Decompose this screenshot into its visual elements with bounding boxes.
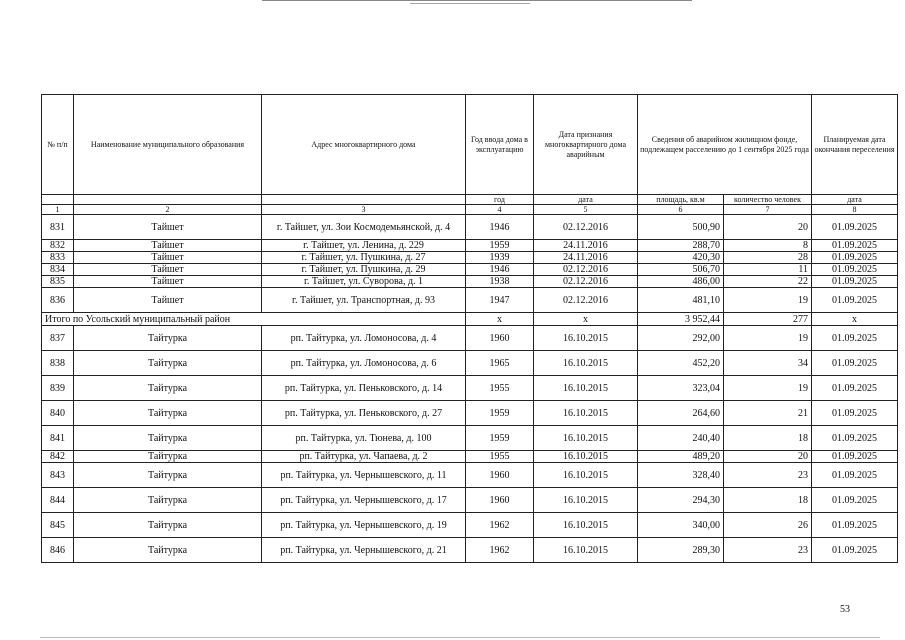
row-municipality: Тайшет bbox=[74, 252, 262, 264]
column-number: 5 bbox=[534, 205, 638, 215]
row-people: 8 bbox=[724, 240, 812, 252]
column-number: 8 bbox=[812, 205, 898, 215]
row-address: рп. Тайтурка, ул. Чернышевского, д. 11 bbox=[262, 463, 466, 488]
col-header-planned-date: Планируемая дата окончания переселения bbox=[812, 95, 898, 195]
row-number: 832 bbox=[42, 240, 74, 252]
row-address: рп. Тайтурка, ул. Чернышевского, д. 19 bbox=[262, 513, 466, 538]
row-people: 19 bbox=[724, 326, 812, 351]
row-area: 240,40 bbox=[638, 426, 724, 451]
row-number: 846 bbox=[42, 538, 74, 563]
row-municipality: Тайшет bbox=[74, 240, 262, 252]
row-municipality: Тайтурка bbox=[74, 538, 262, 563]
row-address: рп. Тайтурка, ул. Пеньковского, д. 27 bbox=[262, 401, 466, 426]
col-header-info: Сведения об аварийном жилищном фонде, подлежащем расселению до 1 сентября 2025 года bbox=[638, 95, 812, 195]
row-year: 1960 bbox=[466, 488, 534, 513]
column-number: 4 bbox=[466, 205, 534, 215]
row-address: г. Тайшет, ул. Зои Космодемьянской, д. 4 bbox=[262, 215, 466, 240]
total-label: Итого по Усольский муниципальный район bbox=[42, 313, 466, 326]
row-plan: 01.09.2025 bbox=[812, 326, 898, 351]
row-address: рп. Тайтурка, ул. Чернышевского, д. 21 bbox=[262, 538, 466, 563]
table-row bbox=[42, 538, 898, 563]
row-date: 24.11.2016 bbox=[534, 240, 638, 252]
row-year: 1960 bbox=[466, 463, 534, 488]
row-date: 16.10.2015 bbox=[534, 538, 638, 563]
col-header-address: Адрес многоквартирного дома bbox=[262, 95, 466, 195]
row-year: 1959 bbox=[466, 426, 534, 451]
row-number: 843 bbox=[42, 463, 74, 488]
row-number: 845 bbox=[42, 513, 74, 538]
row-people: 34 bbox=[724, 351, 812, 376]
table-row bbox=[42, 451, 898, 463]
row-date: 02.12.2016 bbox=[534, 288, 638, 313]
row-date: 16.10.2015 bbox=[534, 351, 638, 376]
row-municipality: Тайтурка bbox=[74, 376, 262, 401]
row-people: 23 bbox=[724, 463, 812, 488]
row-area: 481,10 bbox=[638, 288, 724, 313]
unit-date: дата bbox=[534, 195, 638, 205]
row-people: 19 bbox=[724, 376, 812, 401]
row-plan: 01.09.2025 bbox=[812, 401, 898, 426]
row-date: 16.10.2015 bbox=[534, 451, 638, 463]
row-date: 02.12.2016 bbox=[534, 276, 638, 288]
row-plan: 01.09.2025 bbox=[812, 538, 898, 563]
row-number: 842 bbox=[42, 451, 74, 463]
table-row bbox=[42, 276, 898, 288]
row-number: 838 bbox=[42, 351, 74, 376]
row-address: рп. Тайтурка, ул. Чапаева, д. 2 bbox=[262, 451, 466, 463]
row-area: 452,20 bbox=[638, 351, 724, 376]
row-number: 836 bbox=[42, 288, 74, 313]
unit-area: площадь, кв.м bbox=[638, 195, 724, 205]
row-municipality: Тайтурка bbox=[74, 426, 262, 451]
row-plan: 01.09.2025 bbox=[812, 426, 898, 451]
row-people: 18 bbox=[724, 426, 812, 451]
row-number: 831 bbox=[42, 215, 74, 240]
row-municipality: Тайтурка bbox=[74, 488, 262, 513]
row-plan: 01.09.2025 bbox=[812, 513, 898, 538]
row-address: рп. Тайтурка, ул. Ломоносова, д. 4 bbox=[262, 326, 466, 351]
row-people: 20 bbox=[724, 215, 812, 240]
row-area: 264,60 bbox=[638, 401, 724, 426]
scan-edge-line bbox=[410, 3, 530, 4]
row-address: рп. Тайтурка, ул. Ломоносова, д. 6 bbox=[262, 351, 466, 376]
scan-edge-line bbox=[262, 0, 692, 1]
unit-date2: дата bbox=[812, 195, 898, 205]
col-header-municipality: Наименование муниципального образования bbox=[74, 95, 262, 195]
row-people: 23 bbox=[724, 538, 812, 563]
row-number: 839 bbox=[42, 376, 74, 401]
row-area: 328,40 bbox=[638, 463, 724, 488]
table-row bbox=[42, 288, 898, 313]
row-address: г. Тайшет, ул. Ленина, д. 229 bbox=[262, 240, 466, 252]
unit-cell bbox=[262, 195, 466, 205]
row-date: 02.12.2016 bbox=[534, 215, 638, 240]
total-date: x bbox=[534, 313, 638, 326]
row-number: 840 bbox=[42, 401, 74, 426]
column-number: 7 bbox=[724, 205, 812, 215]
page-number: 53 bbox=[840, 604, 850, 615]
table-row bbox=[42, 488, 898, 513]
resettlement-table bbox=[41, 94, 898, 563]
row-number: 834 bbox=[42, 264, 74, 276]
row-number: 841 bbox=[42, 426, 74, 451]
row-municipality: Тайшет bbox=[74, 288, 262, 313]
row-plan: 01.09.2025 bbox=[812, 451, 898, 463]
table-row bbox=[42, 252, 898, 264]
total-people: 277 bbox=[724, 313, 812, 326]
row-area: 420,30 bbox=[638, 252, 724, 264]
row-date: 16.10.2015 bbox=[534, 463, 638, 488]
row-people: 22 bbox=[724, 276, 812, 288]
units-row bbox=[42, 195, 898, 205]
row-year: 1955 bbox=[466, 451, 534, 463]
row-municipality: Тайтурка bbox=[74, 513, 262, 538]
row-year: 1939 bbox=[466, 252, 534, 264]
row-area: 294,30 bbox=[638, 488, 724, 513]
table-row bbox=[42, 264, 898, 276]
row-year: 1959 bbox=[466, 240, 534, 252]
row-municipality: Тайтурка bbox=[74, 401, 262, 426]
table-row bbox=[42, 240, 898, 252]
row-date: 16.10.2015 bbox=[534, 401, 638, 426]
scan-edge-line bbox=[40, 637, 880, 638]
row-address: рп. Тайтурка, ул. Пеньковского, д. 14 bbox=[262, 376, 466, 401]
table-row bbox=[42, 463, 898, 488]
row-date: 16.10.2015 bbox=[534, 376, 638, 401]
row-area: 323,04 bbox=[638, 376, 724, 401]
row-people: 28 bbox=[724, 252, 812, 264]
row-area: 500,90 bbox=[638, 215, 724, 240]
row-number: 835 bbox=[42, 276, 74, 288]
row-year: 1962 bbox=[466, 538, 534, 563]
row-date: 02.12.2016 bbox=[534, 264, 638, 276]
row-people: 11 bbox=[724, 264, 812, 276]
row-people: 26 bbox=[724, 513, 812, 538]
row-year: 1946 bbox=[466, 264, 534, 276]
row-municipality: Тайшет bbox=[74, 276, 262, 288]
row-plan: 01.09.2025 bbox=[812, 463, 898, 488]
row-area: 506,70 bbox=[638, 264, 724, 276]
col-header-date-emergency: Дата признания многоквартирного дома аварийным bbox=[534, 95, 638, 195]
row-people: 20 bbox=[724, 451, 812, 463]
row-address: г. Тайшет, ул. Транспортная, д. 93 bbox=[262, 288, 466, 313]
unit-people: количество человек bbox=[724, 195, 812, 205]
column-number-row bbox=[42, 205, 898, 215]
row-date: 24.11.2016 bbox=[534, 252, 638, 264]
row-plan: 01.09.2025 bbox=[812, 264, 898, 276]
unit-cell bbox=[42, 195, 74, 205]
row-number: 833 bbox=[42, 252, 74, 264]
row-number: 837 bbox=[42, 326, 74, 351]
column-number: 1 bbox=[42, 205, 74, 215]
row-date: 16.10.2015 bbox=[534, 326, 638, 351]
col-header-num: № п/п bbox=[42, 95, 74, 195]
row-plan: 01.09.2025 bbox=[812, 240, 898, 252]
total-plan: x bbox=[812, 313, 898, 326]
col-header-year-built: Год ввода дома в эксплуатацию bbox=[466, 95, 534, 195]
column-number: 3 bbox=[262, 205, 466, 215]
row-area: 289,30 bbox=[638, 538, 724, 563]
row-plan: 01.09.2025 bbox=[812, 215, 898, 240]
column-number: 2 bbox=[74, 205, 262, 215]
unit-cell bbox=[74, 195, 262, 205]
row-year: 1965 bbox=[466, 351, 534, 376]
table-row bbox=[42, 513, 898, 538]
row-municipality: Тайтурка bbox=[74, 463, 262, 488]
row-plan: 01.09.2025 bbox=[812, 376, 898, 401]
total-area: 3 952,44 bbox=[638, 313, 724, 326]
row-year: 1938 bbox=[466, 276, 534, 288]
row-plan: 01.09.2025 bbox=[812, 488, 898, 513]
table-row bbox=[42, 376, 898, 401]
row-date: 16.10.2015 bbox=[534, 513, 638, 538]
row-date: 16.10.2015 bbox=[534, 426, 638, 451]
row-address: г. Тайшет, ул. Суворова, д. 1 bbox=[262, 276, 466, 288]
row-address: рп. Тайтурка, ул. Тюнева, д. 100 bbox=[262, 426, 466, 451]
row-plan: 01.09.2025 bbox=[812, 276, 898, 288]
table-row bbox=[42, 215, 898, 240]
row-year: 1947 bbox=[466, 288, 534, 313]
row-year: 1962 bbox=[466, 513, 534, 538]
row-municipality: Тайшет bbox=[74, 264, 262, 276]
row-area: 340,00 bbox=[638, 513, 724, 538]
row-municipality: Тайтурка bbox=[74, 351, 262, 376]
table-row bbox=[42, 351, 898, 376]
row-year: 1960 bbox=[466, 326, 534, 351]
row-year: 1946 bbox=[466, 215, 534, 240]
row-municipality: Тайшет bbox=[74, 215, 262, 240]
row-area: 486,00 bbox=[638, 276, 724, 288]
total-year: x bbox=[466, 313, 534, 326]
row-municipality: Тайтурка bbox=[74, 326, 262, 351]
row-people: 19 bbox=[724, 288, 812, 313]
row-plan: 01.09.2025 bbox=[812, 252, 898, 264]
table-row bbox=[42, 401, 898, 426]
row-plan: 01.09.2025 bbox=[812, 288, 898, 313]
row-number: 844 bbox=[42, 488, 74, 513]
row-area: 489,20 bbox=[638, 451, 724, 463]
unit-year: год bbox=[466, 195, 534, 205]
row-address: г. Тайшет, ул. Пушкина, д. 29 bbox=[262, 264, 466, 276]
row-year: 1955 bbox=[466, 376, 534, 401]
row-address: рп. Тайтурка, ул. Чернышевского, д. 17 bbox=[262, 488, 466, 513]
table-row bbox=[42, 326, 898, 351]
row-area: 288,70 bbox=[638, 240, 724, 252]
table-row bbox=[42, 426, 898, 451]
row-people: 18 bbox=[724, 488, 812, 513]
row-year: 1959 bbox=[466, 401, 534, 426]
row-area: 292,00 bbox=[638, 326, 724, 351]
row-people: 21 bbox=[724, 401, 812, 426]
row-municipality: Тайтурка bbox=[74, 451, 262, 463]
row-plan: 01.09.2025 bbox=[812, 351, 898, 376]
row-address: г. Тайшет, ул. Пушкина, д. 27 bbox=[262, 252, 466, 264]
header-row bbox=[42, 95, 898, 195]
column-number: 6 bbox=[638, 205, 724, 215]
total-row bbox=[42, 313, 898, 326]
row-date: 16.10.2015 bbox=[534, 488, 638, 513]
